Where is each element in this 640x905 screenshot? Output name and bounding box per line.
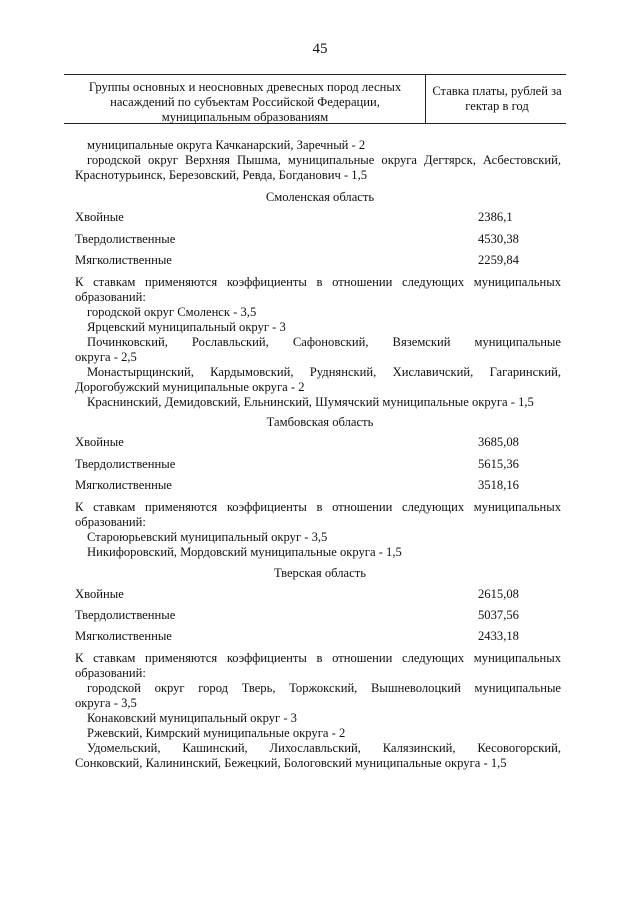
intro-line: городской округ Верхняя Пышма, муниципальные округа Дегтярск, Асбестовский,: [87, 153, 561, 167]
coefficient-intro: К ставкам применяются коэффициенты в отношении следующих муниципальных: [75, 651, 561, 665]
page-number: 45: [312, 41, 328, 57]
coefficient-line: Никифоровский, Мордовский муниципальные округа - 1,5: [87, 545, 402, 559]
rate-value: 4530,38: [478, 232, 519, 246]
coefficient-line: городской округ город Тверь, Торжокский, Вышневолоцкий муниципальные: [87, 681, 561, 695]
rate-value: 3685,08: [478, 435, 519, 449]
rate-value: 2433,18: [478, 629, 519, 643]
coefficient-line: городской округ Смоленск - 3,5: [87, 305, 257, 319]
coefficient-line: Удомельский, Кашинский, Лихославльский, Калязинский, Кесовогорский,: [87, 741, 561, 755]
rate-label: Твердолиственные: [75, 608, 176, 622]
rate-label: Мягколиственные: [75, 629, 172, 643]
rate-value: 2386,1: [478, 210, 513, 224]
region-title: Тверская область: [274, 566, 366, 580]
coefficient-intro: образований:: [75, 515, 146, 529]
header-column-rate: Ставка платы, рублей за гектар в год: [432, 84, 562, 113]
coefficient-line: Ржевский, Кимрский муниципальные округа - 2: [87, 726, 346, 740]
header-column-groups: Группы основных и неосновных древесных пород лесных насаждений по субъектам Российской Федерации, муниципальным образованиям: [88, 80, 402, 124]
coefficient-line: Монастырщинский, Кардымовский, Руднянский, Хиславичский, Гагаринский,: [87, 365, 561, 379]
region-title: Смоленская область: [265, 190, 375, 204]
rate-value: 2615,08: [478, 587, 519, 601]
header-divider: [425, 75, 426, 123]
coefficient-line: округа - 2,5: [75, 350, 137, 364]
rate-label: Хвойные: [75, 210, 124, 224]
coefficient-line: Конаковский муниципальный округ - 3: [87, 711, 297, 725]
coefficient-line: Краснинский, Демидовский, Ельнинский, Шумячский муниципальные округа - 1,5: [87, 395, 534, 409]
rate-label: Хвойные: [75, 435, 124, 449]
rate-value: 3518,16: [478, 478, 519, 492]
rate-value: 5037,56: [478, 608, 519, 622]
coefficient-intro: К ставкам применяются коэффициенты в отношении следующих муниципальных: [75, 275, 561, 289]
coefficient-line: Староюрьевский муниципальный округ - 3,5: [87, 530, 328, 544]
region-title: Тамбовская область: [266, 415, 374, 429]
coefficient-intro: К ставкам применяются коэффициенты в отношении следующих муниципальных: [75, 500, 561, 514]
coefficient-intro: образований:: [75, 290, 146, 304]
coefficient-line: Починковский, Рославльский, Сафоновский, Вяземский муниципальные: [87, 335, 561, 349]
rate-label: Мягколиственные: [75, 253, 172, 267]
rate-value: 5615,36: [478, 457, 519, 471]
coefficient-line: округа - 3,5: [75, 696, 137, 710]
intro-line: Краснотурьинск, Березовский, Ревда, Богданович - 1,5: [75, 168, 368, 182]
rate-label: Твердолиственные: [75, 457, 176, 471]
coefficient-line: Ярцевский муниципальный округ - 3: [87, 320, 286, 334]
rate-label: Твердолиственные: [75, 232, 176, 246]
rate-label: Хвойные: [75, 587, 124, 601]
rate-label: Мягколиственные: [75, 478, 172, 492]
coefficient-line: Дорогобужский муниципальные округа - 2: [75, 380, 305, 394]
intro-line: муниципальные округа Качканарский, Заречный - 2: [87, 138, 366, 152]
table-header: [64, 74, 566, 124]
coefficient-line: Сонковский, Калининский, Бежецкий, Бологовский муниципальные округа - 1,5: [75, 756, 507, 770]
rate-value: 2259,84: [478, 253, 519, 267]
coefficient-intro: образований:: [75, 666, 146, 680]
